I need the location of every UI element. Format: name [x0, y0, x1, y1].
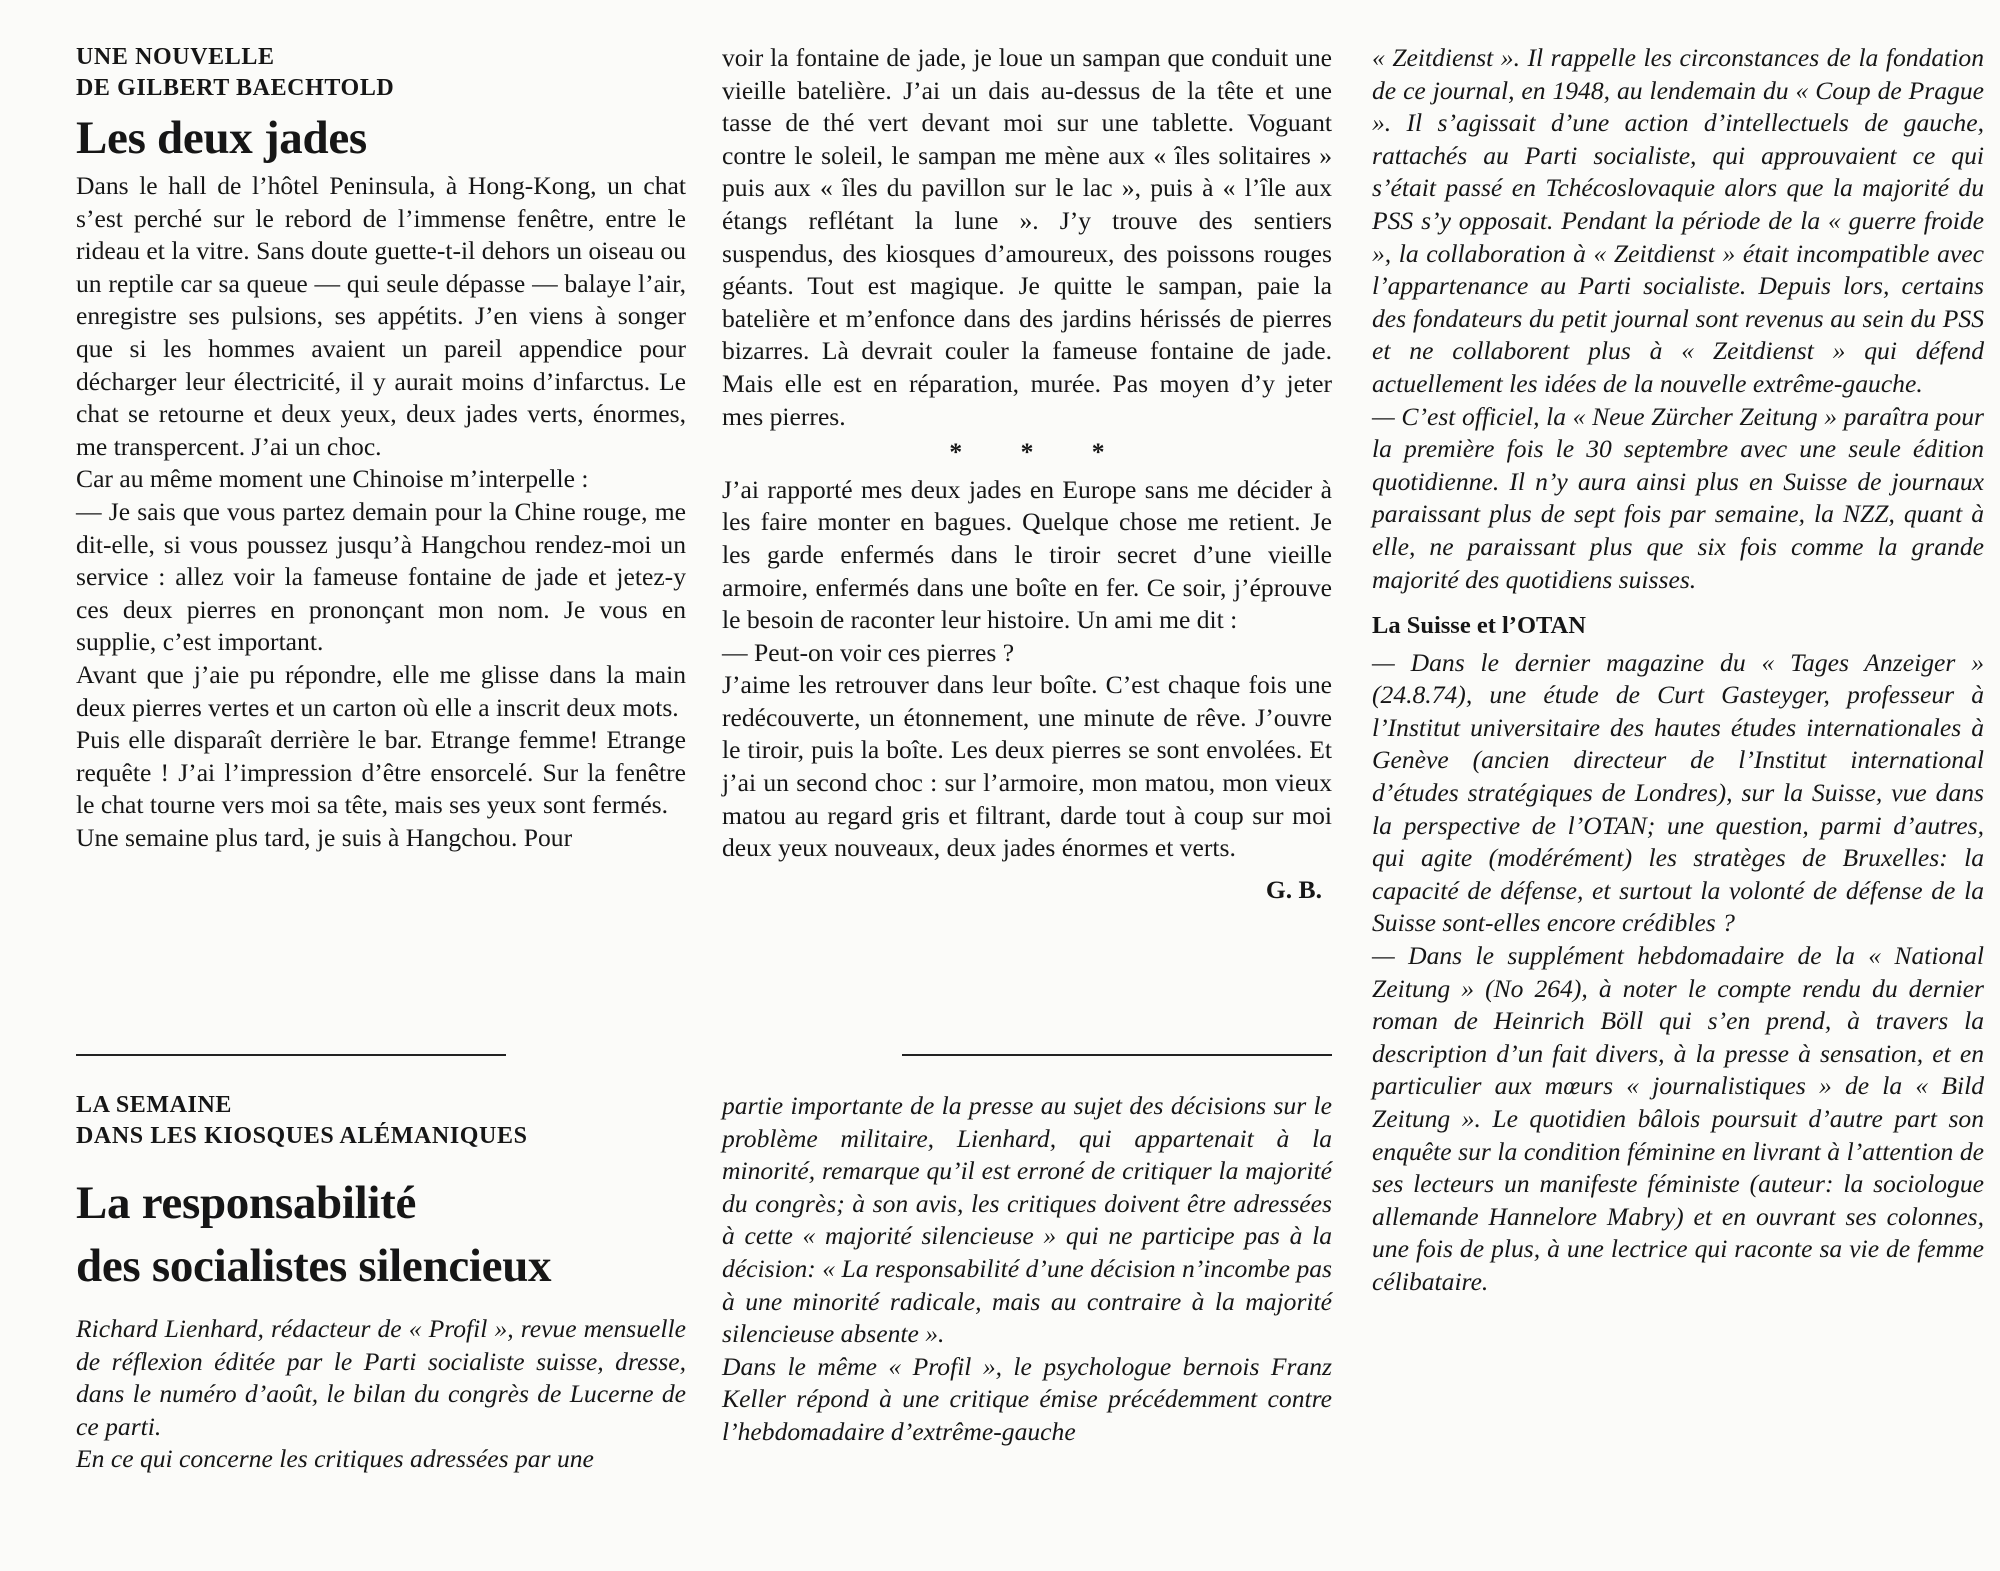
story1-paragraph: J’aime les retrouver dans leur boîte. C’est chaque fois une redécouverte, un étonnement, une minute de rêve. J’ouvre le tiroir, puis la boîte. Les deux pierres se sont envolées. Et j’ai un second choc : sur l’armoire, mon matou, mon vieux matou au regard gris et filtrant, darde tout à coup sur moi deux yeux nouveaux, deux jades énormes et verts. — [722, 670, 1332, 863]
story1-column-2 — [722, 42, 1332, 906]
story1-title: Les deux jades — [76, 112, 367, 164]
story1-paragraph: Dans le hall de l’hôtel Peninsula, à Hong-Kong, un chat s’est perché sur le rebord de l’immense fenêtre, entre le rideau et la vitre. Sans doute guette-t-il dehors un oiseau ou un reptile car sa queue — qui seule dépasse — balaye l’air, enregistre ses pulsions, ses appétits. J’en viens à songer que si les hommes avaient un pareil appendice pour décharger leur électricité, il y aurait moins d’infarctus. Le chat se retourne et deux yeux, deux jades verts, énormes, me transpercent. J’ai un choc. — [76, 171, 686, 461]
story1-paragraph: voir la fontaine de jade, je loue un sampan que conduit une vieille batelière. J’ai un dais au-dessus de la tête et une tasse de thé vert devant moi sur une tablette. Voguant contre le soleil, le sampan me mène aux « îles solitaires » puis aux « îles du pavillon sur le lac », puis à « l’île aux étangs reflétant la lune ». J’y trouve des sentiers suspendus, des kiosques d’amoureux, des poissons rouges géants. Tout est magique. Je quitte le sampan, paie la batelière et m’enfonce dans des jardins hérissés de pierres bizarres. Là devrait couler la fameuse fontaine de jade. Mais elle est en réparation, murée. Pas moyen d’y jeter mes pierres. — [722, 43, 1332, 431]
story2-paragraph: En ce qui concerne les critiques adressées par une — [76, 1444, 594, 1474]
story2-kicker-line-2: DANS LES KIOSQUES ALÉMANIQUES — [76, 1123, 528, 1149]
story1-paragraph: Puis elle disparaît derrière le bar. Etrange femme! Etrange requête ! J’ai l’impression d’être ensorcelé. Sur la fenêtre le chat tourne vers moi sa tête, mais ses yeux sont fermés. — [76, 725, 686, 820]
story1-paragraph: Une semaine plus tard, je suis à Hangchou. Pour — [76, 822, 573, 852]
story2-column-1 — [76, 1090, 686, 1476]
story1-kicker — [76, 42, 686, 104]
story2-kicker-line-1: LA SEMAINE — [76, 1092, 233, 1118]
story2-kicker — [76, 1090, 686, 1152]
story2-column-2 — [722, 1090, 1332, 1449]
story2-title-line-1: La responsabilité — [76, 1177, 417, 1229]
story1-paragraph: Car au même moment une Chinoise m’interpelle : — [76, 464, 589, 494]
story1-signature: G. B. — [1265, 874, 1322, 904]
story1-kicker-line-2: DE GILBERT BAECHTOLD — [76, 75, 395, 101]
story2-paragraph: partie importante de la presse au sujet des décisions sur le problème militaire, Lienhard, qui appartenait à la minorité, remarque qu’il est erroné de critiquer la majorité du congrès; à son avis, les critiques doivent être adressées à cette « majorité silencieuse » qui ne participe pas à la décision: « La responsabilité d’une décision n’incombe pas à une minorité radicale, mais au contraire à la majorité silencieuse absente ». — [722, 1091, 1332, 1349]
story2-title-line-2: des socialistes silencieux — [76, 1240, 552, 1292]
story2-paragraph: Dans le même « Profil », le psychologue bernois Franz Keller répond à une critique émise précédemment contre l’hebdomadaire d’extrême-gauche — [722, 1351, 1332, 1446]
story1-kicker-line-1: UNE NOUVELLE — [76, 44, 275, 70]
story1-paragraph: — Je sais que vous partez demain pour la Chine rouge, me dit-elle, si vous poussez jusqu’à Hangchou rendez-moi un service : allez voir la fameuse fontaine de jade et jetez-y ces deux pierres en prononçant mon nom. Je vous en supplie, c’est important. — [76, 496, 686, 657]
story2-paragraph: Richard Lienhard, rédacteur de « Profil », revue mensuelle de réflexion éditée par le Parti socialiste suisse, dresse, dans le numéro d’août, le bilan du congrès de Lucerne de ce parti. — [76, 1314, 686, 1441]
story2-column-3 — [1372, 42, 1984, 1299]
story1-paragraph: Avant que j’aie pu répondre, elle me glisse dans la main deux pierres vertes et un carton où elle a inscrit deux mots. — [76, 659, 686, 722]
section-break-stars: * * * — [949, 437, 1131, 467]
story2-paragraph: — Dans le supplément hebdomadaire de la « National Zeitung » (No 264), à noter le compte rendu du dernier roman de Heinrich Böll qui s’en prend, à travers la description d’un fait divers, à la presse à sensation, et en particulier aux mœurs « journalistiques » de la « Bild Zeitung ». Le quotidien bâlois poursuit d’autre part son enquête sur la condition féminine en livrant à l’attention de ses lecteurs un manifeste féministe (auteur: la sociologue allemande Hannelore Mabry) et en ouvrant ses colonnes, une fois de plus, à une lectrice qui raconte sa vie de femme célibataire. — [1372, 941, 1984, 1296]
divider-rule-left — [76, 1054, 506, 1056]
story1-paragraph: — Peut-on voir ces pierres ? — [722, 637, 1015, 667]
story2-subhead: La Suisse et l’OTAN — [1372, 612, 1586, 640]
story1-paragraph: J’ai rapporté mes deux jades en Europe sans me décider à les faire monter en bagues. Quelque chose me retient. Je les garde enfermés dans le tiroir secret d’une vieille armoire, enfermés dans une boîte en fer. Ce soir, j’éprouve le besoin de raconter leur histoire. Un ami me dit : — [722, 474, 1332, 635]
story2-title — [76, 1172, 686, 1298]
story1-column-1 — [76, 42, 686, 854]
divider-rule-middle — [902, 1054, 1332, 1056]
story2-paragraph: — Dans le dernier magazine du « Tages Anzeiger » (24.8.74), une étude de Curt Gasteyger, professeur à l’Institut universitaire des hautes études internationales à Genève (ancien directeur de l’Institut international d’études stratégiques de Londres), sur la Suisse, vue dans la perspective de l’OTAN; une question, parmi d’autres, qui agite (modérément) les stratèges de Bruxelles: la capacité de défense, et surtout la volonté de défense de la Suisse sont-elles encore crédibles ? — [1372, 647, 1984, 938]
story2-paragraph: — C’est officiel, la « Neue Zürcher Zeitung » paraîtra pour la première fois le 30 septembre avec une seule édition quotidienne. Il n’y aura ainsi plus en Suisse de journaux paraissant plus de sept fois par semaine, la NZZ, quant à elle, ne paraissant plus que six fois comme la grande majorité des quotidiens suisses. — [1372, 401, 1984, 594]
story2-paragraph: « Zeitdienst ». Il rappelle les circonstances de la fondation de ce journal, en 1948, au lendemain du « Coup de Prague ». Il s’agissait d’une action d’intellectuels de gauche, rattachés au Parti socialiste, qui approuvaient ce qui s’était passé en Tchécoslovaquie alors que la majorité du PSS s’y opposait. Pendant la période de la « guerre froide », la collaboration à « Zeitdienst » était incompatible avec l’appartenance au Parti socialiste. Depuis lors, certains des fondateurs du petit journal sont revenus au sein du PSS et ne collaborent plus à « Zeitdienst » qui défend actuellement les idées de la nouvelle extrême-gauche. — [1372, 43, 1984, 398]
